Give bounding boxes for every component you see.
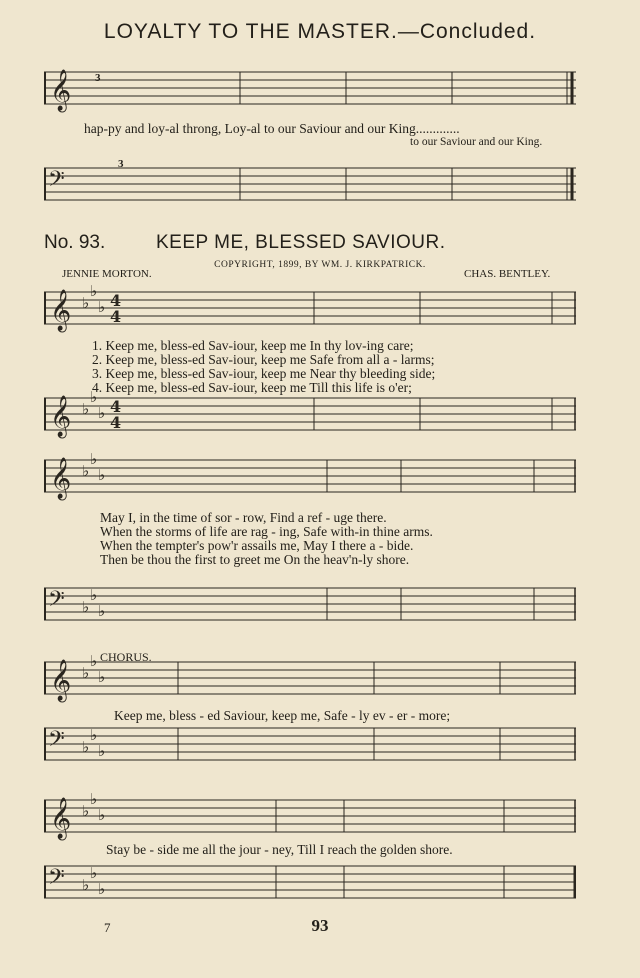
svg-text:♭: ♭ (98, 880, 106, 898)
svg-text:4: 4 (110, 397, 122, 416)
svg-text:♭: ♭ (98, 466, 106, 484)
verse-4-line-a: 4. Keep me, bless-ed Sav-iour, keep me Till this life is o'er; (92, 380, 412, 395)
svg-text:♭: ♭ (82, 802, 90, 820)
chorus-system-2-bass-staff (44, 856, 576, 908)
svg-text:♭: ♭ (82, 598, 90, 616)
concluded-lyric: hap-py and loy-al throng, Loy-al to our Saviour and our King............. (84, 121, 460, 136)
svg-text:♭: ♭ (82, 294, 90, 312)
svg-text:4: 4 (110, 307, 122, 326)
chorus-label: CHORUS. (100, 650, 152, 664)
svg-text:♭: ♭ (82, 462, 90, 480)
svg-text:♭: ♭ (98, 602, 106, 620)
hymn-system-2-bass-staff (44, 578, 576, 630)
verse-2-line-a: 2. Keep me, bless-ed Sav-iour, keep me Safe from all a - larms; (92, 352, 435, 367)
svg-text:𝄢: 𝄢 (48, 865, 65, 895)
svg-text:𝄞: 𝄞 (50, 458, 72, 499)
svg-text:♭: ♭ (98, 806, 106, 824)
hymn-system-1-treble-staff (44, 282, 576, 334)
svg-text:♭: ♭ (90, 282, 98, 300)
hymn-title: KEEP ME, BLESSED SAVIOUR. (156, 232, 446, 253)
page-number: 93 (311, 916, 329, 935)
lyricist-credit: JENNIE MORTON. (62, 268, 152, 280)
svg-text:♭: ♭ (90, 652, 98, 670)
verse-1-line-a: 1. Keep me, bless-ed Sav-iour, keep me In thy lov-ing care; (92, 338, 414, 353)
svg-text:♭: ♭ (82, 400, 90, 418)
svg-text:♭: ♭ (90, 450, 98, 468)
chorus-line-2: Stay be - side me all the jour - ney, Till I reach the golden shore. (106, 842, 453, 857)
svg-text:𝄢: 𝄢 (48, 587, 65, 617)
svg-text:♭: ♭ (90, 586, 98, 604)
verse-1-line-b: May I, in the time of sor - row, Find a ref - uge there. (100, 510, 387, 525)
svg-text:𝄞: 𝄞 (50, 290, 72, 331)
svg-text:𝄢: 𝄢 (48, 167, 65, 197)
svg-text:♭: ♭ (98, 742, 106, 760)
concluded-treble-staff (44, 62, 576, 114)
svg-text:4: 4 (110, 413, 122, 432)
svg-text:𝄞: 𝄞 (50, 70, 72, 111)
chorus-system-1-bass-staff (44, 718, 576, 770)
signature-mark: 7 (104, 920, 111, 935)
hymn-number: No. 93. (44, 232, 106, 253)
copyright-notice: COPYRIGHT, 1899, BY WM. J. KIRKPATRICK. (214, 260, 426, 270)
svg-text:𝄢: 𝄢 (48, 727, 65, 757)
chorus-line-1: Keep me, bless - ed Saviour, keep me, Safe - ly ev - er - more; (114, 708, 451, 723)
measure-number-bass: 3 (118, 158, 124, 170)
svg-text:4: 4 (110, 291, 122, 310)
svg-text:♭: ♭ (90, 864, 98, 882)
verse-4-line-b: Then be thou the first to greet me On the heav'n-ly shore. (100, 552, 410, 567)
hymn-system-2-treble-staff (44, 450, 576, 502)
verse-2-line-b: When the storms of life are rag - ing, Safe with-in thine arms. (100, 524, 433, 539)
verse-3-line-a: 3. Keep me, bless-ed Sav-iour, keep me Near thy bleeding side; (92, 366, 436, 381)
svg-text:♭: ♭ (98, 404, 106, 422)
svg-text:♭: ♭ (90, 726, 98, 744)
svg-text:♭: ♭ (90, 790, 98, 808)
svg-text:𝄞: 𝄞 (50, 798, 72, 839)
svg-text:♭: ♭ (82, 876, 90, 894)
verse-3-line-b: When the tempter's pow'r assails me, May I there a - bide. (100, 538, 414, 553)
measure-number: 3 (95, 72, 101, 84)
svg-text:♭: ♭ (82, 664, 90, 682)
svg-text:♭: ♭ (98, 298, 106, 316)
svg-text:♭: ♭ (82, 738, 90, 756)
svg-text:𝄞: 𝄞 (50, 660, 72, 701)
chorus-system-2-treble-staff (44, 790, 576, 842)
svg-text:♭: ♭ (90, 388, 98, 406)
page-title: LOYALTY TO THE MASTER.—Concluded. (103, 20, 537, 43)
svg-text:𝄞: 𝄞 (50, 396, 72, 437)
svg-text:♭: ♭ (98, 668, 106, 686)
concluded-lyric-extension: to our Saviour and our King. (410, 136, 543, 148)
composer-credit: CHAS. BENTLEY. (464, 268, 551, 280)
